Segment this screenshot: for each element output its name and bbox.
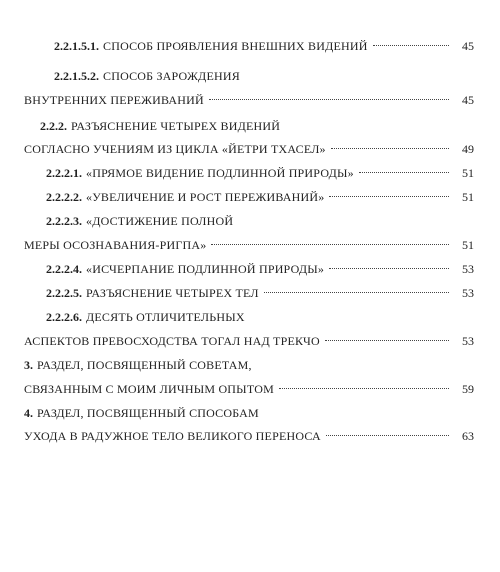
entry-page: 59 bbox=[462, 382, 474, 396]
entry-title: РАЗЪЯСНЕНИЕ ЧЕТЫРЕХ ТЕЛ bbox=[86, 286, 259, 300]
entry-title: АСПЕКТОВ ПРЕВОСХОДСТВА ТОГАЛ НАД ТРЕКЧО bbox=[24, 334, 320, 348]
toc-entry-continuation[interactable] bbox=[24, 139, 474, 159]
dot-leader bbox=[373, 45, 449, 46]
entry-page: 53 bbox=[462, 286, 474, 300]
dot-leader bbox=[359, 172, 449, 173]
toc-entry-continuation[interactable] bbox=[24, 426, 474, 446]
dot-leader bbox=[211, 244, 449, 245]
entry-title: СОГЛАСНО УЧЕНИЯМ ИЗ ЦИКЛА «ЙЕТРИ ТХАСЕЛ» bbox=[24, 142, 326, 156]
dot-leader bbox=[264, 292, 449, 293]
entry-number: 2.2.2.2. bbox=[46, 190, 82, 204]
toc-entry-continuation[interactable] bbox=[24, 235, 474, 255]
entry-page: 53 bbox=[462, 262, 474, 276]
entry-page: 51 bbox=[462, 190, 474, 204]
dot-leader bbox=[331, 148, 449, 149]
entry-title: «ПРЯМОЕ ВИДЕНИЕ ПОДЛИННОЙ ПРИРОДЫ» bbox=[86, 166, 354, 180]
entry-title: ВНУТРЕННИХ ПЕРЕЖИВАНИЙ bbox=[24, 93, 204, 107]
entry-title: «ИСЧЕРПАНИЕ ПОДЛИННОЙ ПРИРОДЫ» bbox=[86, 262, 325, 276]
dot-leader bbox=[329, 268, 449, 269]
toc-entry[interactable] bbox=[40, 116, 474, 136]
entry-number: 2.2.2.6. bbox=[46, 310, 82, 324]
toc-entry-continuation[interactable] bbox=[24, 379, 474, 399]
entry-page: 51 bbox=[462, 166, 474, 180]
entry-page: 63 bbox=[462, 429, 474, 443]
entry-number: 2.2.2. bbox=[40, 119, 67, 133]
toc-entry[interactable] bbox=[54, 66, 474, 86]
entry-page: 51 bbox=[462, 238, 474, 252]
toc-entry[interactable] bbox=[46, 307, 474, 327]
dot-leader bbox=[209, 99, 449, 100]
entry-title: РАЗДЕЛ, ПОСВЯЩЕННЫЙ СОВЕТАМ, bbox=[37, 358, 252, 372]
toc-entry[interactable] bbox=[54, 36, 474, 56]
entry-title: СПОСОБ ПРОЯВЛЕНИЯ ВНЕШНИХ ВИДЕНИЙ bbox=[103, 39, 368, 53]
entry-page: 53 bbox=[462, 334, 474, 348]
entry-title: «ДОСТИЖЕНИЕ ПОЛНОЙ bbox=[86, 214, 234, 228]
entry-number: 2.2.1.5.1. bbox=[54, 39, 99, 53]
entry-title: СПОСОБ ЗАРОЖДЕНИЯ bbox=[103, 69, 240, 83]
toc-entry[interactable] bbox=[46, 187, 474, 207]
entry-title: ДЕСЯТЬ ОТЛИЧИТЕЛЬНЫХ bbox=[86, 310, 245, 324]
entry-number: 3. bbox=[24, 358, 33, 372]
dot-leader bbox=[329, 196, 449, 197]
entry-title: РАЗЪЯСНЕНИЕ ЧЕТЫРЕХ ВИДЕНИЙ bbox=[71, 119, 281, 133]
entry-title: СВЯЗАННЫМ С МОИМ ЛИЧНЫМ ОПЫТОМ bbox=[24, 382, 274, 396]
toc-entry-continuation[interactable] bbox=[24, 90, 474, 110]
entry-page: 45 bbox=[462, 39, 474, 53]
entry-title: УХОДА В РАДУЖНОЕ ТЕЛО ВЕЛИКОГО ПЕРЕНОСА bbox=[24, 429, 321, 443]
entry-number: 2.2.2.4. bbox=[46, 262, 82, 276]
entry-number: 2.2.2.3. bbox=[46, 214, 82, 228]
toc-entry[interactable] bbox=[46, 259, 474, 279]
entry-title: РАЗДЕЛ, ПОСВЯЩЕННЫЙ СПОСОБАМ bbox=[37, 406, 259, 420]
dot-leader bbox=[325, 340, 449, 341]
dot-leader bbox=[279, 388, 449, 389]
toc-entry-continuation[interactable] bbox=[24, 331, 474, 351]
entry-number: 2.2.1.5.2. bbox=[54, 69, 99, 83]
toc-entry[interactable] bbox=[46, 163, 474, 183]
entry-page: 49 bbox=[462, 142, 474, 156]
entry-page: 45 bbox=[462, 93, 474, 107]
entry-title: «УВЕЛИЧЕНИЕ И РОСТ ПЕРЕЖИВАНИЙ» bbox=[86, 190, 325, 204]
entry-number: 2.2.2.5. bbox=[46, 286, 82, 300]
toc-entry[interactable] bbox=[24, 355, 474, 375]
entry-title: МЕРЫ ОСОЗНАВАНИЯ-РИГПА» bbox=[24, 238, 207, 252]
entry-number: 2.2.2.1. bbox=[46, 166, 82, 180]
toc-entry[interactable] bbox=[46, 283, 474, 303]
toc-entry[interactable] bbox=[46, 211, 474, 231]
dot-leader bbox=[326, 435, 449, 436]
entry-number: 4. bbox=[24, 406, 33, 420]
toc-entry[interactable] bbox=[24, 403, 474, 423]
